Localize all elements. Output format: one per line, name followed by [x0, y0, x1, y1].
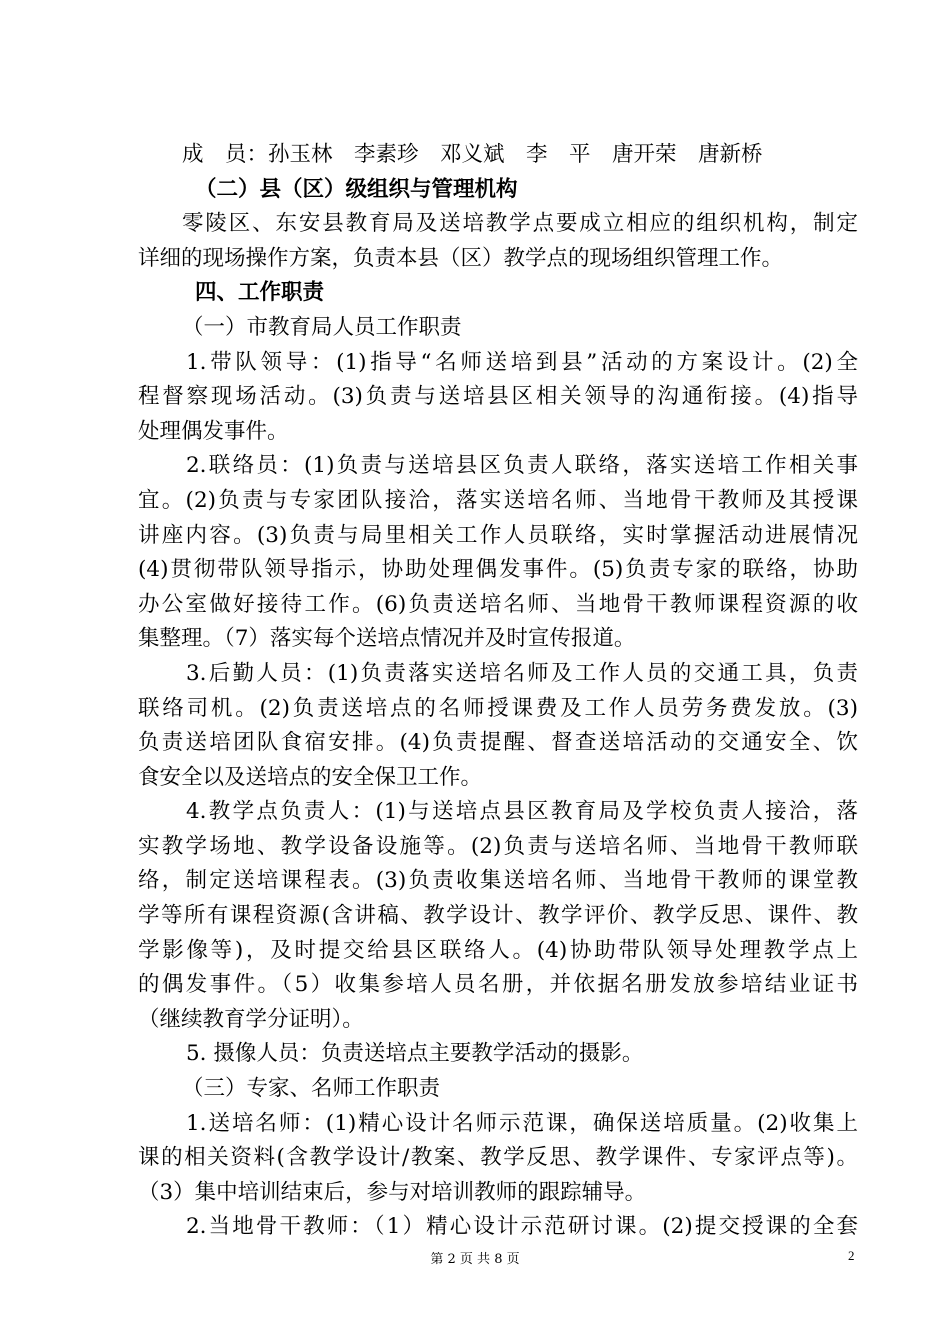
paragraph-line: 集整理。（7）落实每个送培点情况并及时宣传报道。 — [138, 626, 636, 652]
paragraph-line: （3）集中培训结束后，参与对培训教师的跟踪辅导。 — [138, 1179, 647, 1205]
paragraph-line: 2.当地骨干教师：（1）精心设计示范研讨课。(2)提交授课的全套 — [186, 1214, 858, 1240]
paragraph-line: 1.带队领导：(1)指导“名师送培到县”活动的方案设计。(2)全 — [186, 349, 858, 375]
subsection-heading: （一）市教育局人员工作职责 — [182, 314, 462, 340]
paragraph-line: 宜。(2)负责与专家团队接洽，落实送培名师、当地骨干教师及其授课 — [138, 487, 858, 513]
document-body — [138, 138, 858, 1245]
paragraph-line: 课的相关资料(含教学设计/教案、教学反思、教学课件、专家评点等)。 — [138, 1145, 858, 1171]
paragraph-line: 1.送培名师：(1)精心设计名师示范课，确保送培质量。(2)收集上 — [186, 1110, 858, 1136]
paragraph-line: 处理偶发事件。 — [138, 418, 289, 444]
paragraph-line: 负责送培团队食宿安排。(4)负责提醒、督查送培活动的交通安全、饮 — [138, 730, 858, 756]
paragraph-line: 实教学场地、教学设备设施等。(2)负责与送培名师、当地骨干教师联 — [138, 833, 858, 859]
paragraph-line: 学影像等)，及时提交给县区联络人。(4)协助带队领导处理教学点上 — [138, 937, 858, 963]
paragraph-line: 讲座内容。(3)负责与局里相关工作人员联络，实时掌握活动进展情况 — [138, 522, 858, 548]
section-heading-county: （二）县（区）级组织与管理机构 — [195, 176, 518, 202]
paragraph-line: 食安全以及送培点的安全保卫工作。 — [138, 764, 483, 790]
paragraph-line: 零陵区、东安县教育局及送培教学点要成立相应的组织机构，制定 — [182, 211, 858, 237]
paragraph-line: 程督察现场活动。(3)负责与送培县区相关领导的沟通衔接。(4)指导 — [138, 384, 858, 410]
section-heading-duties: 四、工作职责 — [195, 280, 325, 306]
paragraph-line: 4.教学点负责人：(1)与送培点县区教育局及学校负责人接洽，落 — [186, 799, 858, 825]
paragraph-line: 详细的现场操作方案，负责本县（区）教学点的现场组织管理工作。 — [138, 245, 784, 271]
paragraph-line: 联络司机。(2)负责送培点的名师授课费及工作人员劳务费发放。(3) — [138, 695, 858, 721]
paragraph-line: 学等所有课程资源(含讲稿、教学设计、教学评价、教学反思、课件、教 — [138, 903, 858, 929]
paragraph-line: 络，制定送培课程表。(3)负责收集送培名师、当地骨干教师的课堂教 — [138, 868, 858, 894]
paragraph-line: （继续教育学分证明）。 — [138, 1006, 364, 1032]
paragraph-line: (4)贯彻带队领导指示，协助处理偶发事件。(5)负责专家的联络，协助 — [138, 557, 858, 583]
paragraph-line: 5. 摄像人员：负责送培点主要教学活动的摄影。 — [186, 1041, 644, 1067]
paragraph-line: 的偶发事件。（5）收集参培人员名册，并依据名册发放参培结业证书 — [138, 972, 858, 998]
page-number: 2 — [848, 1248, 855, 1263]
members-line: 成 员：孙玉林 李素珍 邓义斌 李 平 唐开荣 唐新桥 — [182, 142, 763, 167]
paragraph-line: 3.后勤人员：(1)负责落实送培名师及工作人员的交通工具，负责 — [186, 660, 858, 686]
paragraph-line: 办公室做好接待工作。(6)负责送培名师、当地骨干教师课程资源的收 — [138, 591, 858, 617]
page-footer-label: 第 2 页 共 8 页 — [430, 1252, 520, 1267]
paragraph-line: 2.联络员：(1)负责与送培县区负责人联络，落实送培工作相关事 — [186, 453, 858, 479]
subsection-heading: （三）专家、名师工作职责 — [182, 1076, 441, 1102]
